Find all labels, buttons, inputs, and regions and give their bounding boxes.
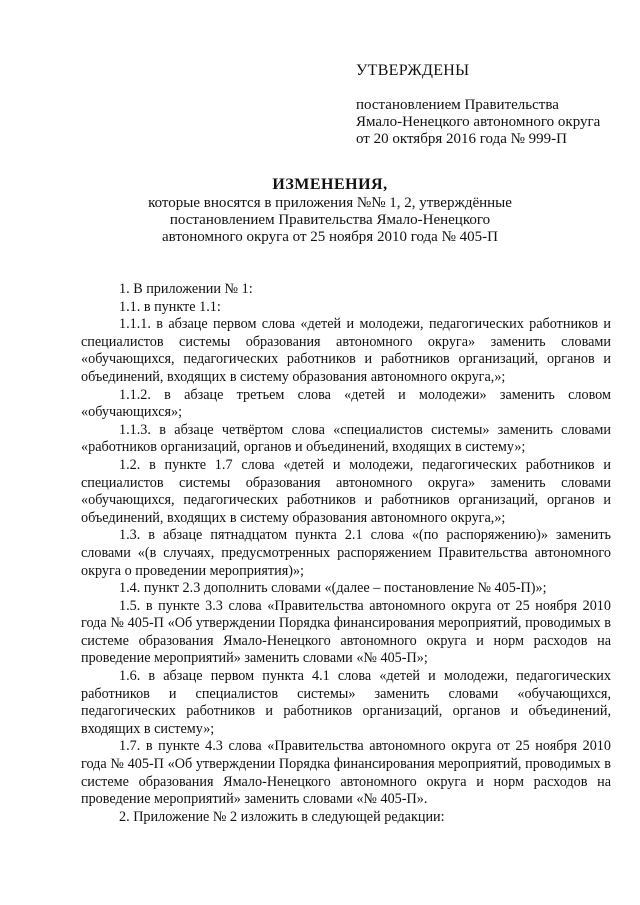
paragraph-1-2: 1.2. в пункте 1.7 слова «детей и молодежи, педагогических работников и специалистов системы образования автономного округа» заменить словами «обучающихся, педагогических работников и работников организаций, органов и объединений, входящих в систему образования автономного округа,»;: [81, 456, 611, 526]
approval-line-1: постановлением Правительства: [356, 97, 559, 113]
document-subtitle-line-3: автономного округа от 25 ноября 2010 года № 405-П: [162, 229, 498, 245]
paragraph-1-4: 1.4. пункт 2.3 дополнить словами «(далее – постановление № 405-П)»;: [119, 580, 547, 597]
paragraph-1-1-3: 1.1.3. в абзаце четвёртом слова «специалистов системы» заменить словами «работников организаций, органов и объединений, входящих в систему»;: [81, 421, 611, 456]
document-body: [81, 281, 611, 826]
paragraph-1-5: 1.5. в пункте 3.3 слова «Правительства автономного округа от 25 ноября 2010 года № 405-П «Об утверждении Порядка финансирования мероприятий, проводимых в системе образования Ямало-Ненецкого автономного округа и норм расходов на проведение мероприятий» заменить словами «№ 405-П»;: [81, 597, 611, 667]
approval-heading: УТВЕРЖДЕНЫ: [356, 62, 470, 79]
approval-line-3: от 20 октября 2016 года № 999-П: [356, 131, 568, 147]
paragraph-1: 1. В приложении № 1:: [119, 281, 253, 297]
paragraph-2: 2. Приложение № 2 изложить в следующей редакции:: [119, 808, 445, 825]
paragraph-1-6: 1.6. в абзаце первом пункта 4.1 слова «детей и молодежи, педагогических работников и специалистов системы» заменить словами «обучающихся, педагогических работников и работников организаций, органов и объединений, входящих в систему»;: [81, 668, 611, 737]
approval-line-2: Ямало-Ненецкого автономного округа: [356, 114, 601, 130]
document-title: ИЗМЕНЕНИЯ,: [272, 176, 388, 193]
approval-stamp: [356, 62, 626, 148]
paragraph-1-7: 1.7. в пункте 4.3 слова «Правительства автономного округа от 25 ноября 2010 года № 405-П «Об утверждении Порядка финансирования мероприятий, проводимых в системе образования Ямало-Ненецкого автономного округа и норм расходов на проведение мероприятий» заменить словами «№ 405-П».: [81, 738, 611, 808]
paragraph-1-1-1: 1.1.1. в абзаце первом слова «детей и молодежи, педагогических работников и специалистов системы образования автономного округа» заменить словами «обучающихся, педагогических работников и работников организаций, органов и объединений, входящих в систему образования автономного округа,»;: [81, 316, 611, 385]
document-title-block: [40, 176, 620, 246]
paragraph-1-3: 1.3. в абзаце пятнадцатом пункта 2.1 слова «(по распоряжению)» заменить словами «(в случаях, предусмотренных распоряжением Правительства автономного округа о проведении мероприятия)»;: [81, 527, 611, 579]
paragraph-1-1-2: 1.1.2. в абзаце третьем слова «детей и молодежи» заменить словом «обучающихся»;: [81, 386, 611, 421]
paragraph-1-1: 1.1. в пункте 1.1:: [119, 298, 221, 315]
document-subtitle-line-1: которые вносятся в приложения №№ 1, 2, утверждённые: [148, 195, 512, 211]
document-subtitle-line-2: постановлением Правительства Ямало-Ненецкого: [169, 212, 491, 228]
